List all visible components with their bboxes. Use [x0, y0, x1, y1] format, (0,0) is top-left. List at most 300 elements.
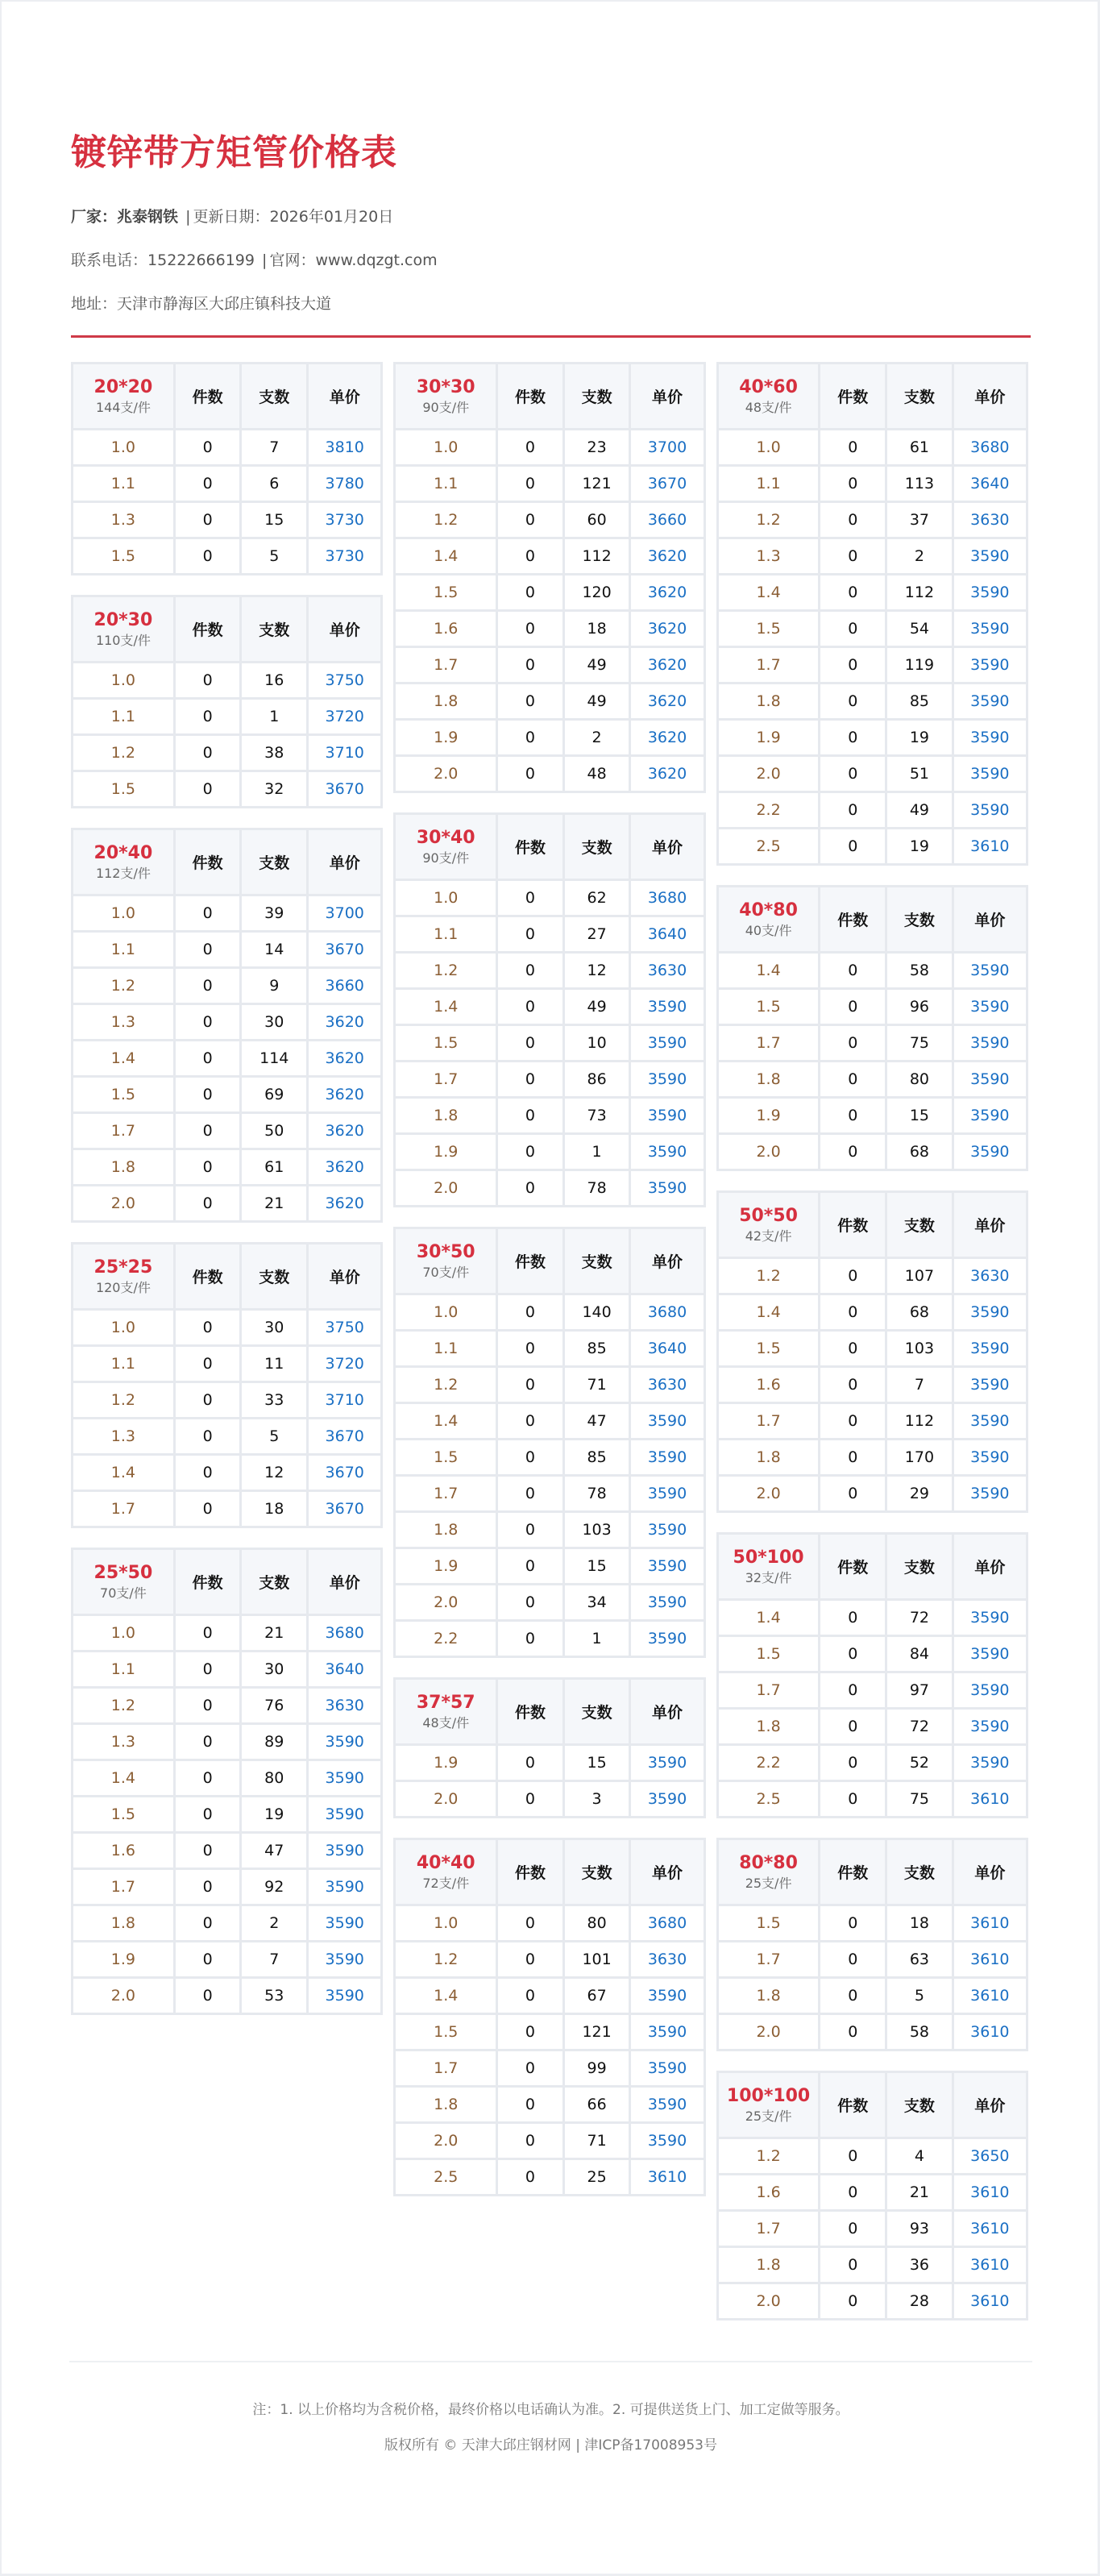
- price-cell: 3590: [630, 1098, 704, 1134]
- col-header-pieces: 件数: [174, 596, 241, 663]
- count-cell: 52: [886, 1745, 953, 1781]
- col-header-count: 支数: [241, 364, 308, 430]
- price-cell: 3610: [953, 2283, 1027, 2320]
- table-header-row: [73, 364, 382, 430]
- table-row: [717, 1745, 1027, 1781]
- spec-size: 20*40: [93, 842, 153, 863]
- table-row: [717, 1331, 1027, 1367]
- price-cell: 3590: [953, 647, 1027, 683]
- pieces-cell: 0: [820, 538, 886, 575]
- price-cell: 3630: [308, 1688, 382, 1724]
- price-cell: 3620: [308, 1149, 382, 1186]
- col-header-price: 单价: [953, 364, 1027, 430]
- pieces-cell: 0: [820, 2283, 886, 2320]
- col-header-pieces: 件数: [174, 364, 241, 430]
- price-cell: 3590: [953, 1600, 1027, 1636]
- price-cell: 3590: [953, 1440, 1027, 1476]
- thickness-cell: 1.0: [395, 1905, 497, 1942]
- thickness-cell: 1.1: [73, 1652, 175, 1688]
- col-header-price: 单价: [953, 1192, 1027, 1258]
- count-cell: 7: [241, 1942, 308, 1978]
- pieces-cell: 0: [497, 1548, 564, 1585]
- thickness-cell: 1.8: [717, 1062, 820, 1098]
- spec-price-table: [393, 1838, 705, 2196]
- pieces-cell: 0: [174, 1346, 241, 1382]
- col-header-price: 单价: [630, 1228, 704, 1294]
- pieces-cell: 0: [174, 1978, 241, 2014]
- count-cell: 92: [241, 1869, 308, 1905]
- table-row: [717, 1134, 1027, 1170]
- thickness-cell: 1.4: [395, 538, 497, 575]
- table-row: [395, 720, 704, 756]
- count-cell: 15: [563, 1745, 630, 1781]
- table-row: [717, 647, 1027, 683]
- pieces-cell: 0: [820, 720, 886, 756]
- count-cell: 112: [563, 538, 630, 575]
- table-column: [393, 362, 705, 2196]
- col-header-pieces: 件数: [174, 1549, 241, 1615]
- count-cell: 27: [563, 916, 630, 953]
- phone-label: 联系电话：: [71, 251, 148, 269]
- pieces-cell: 0: [820, 1600, 886, 1636]
- table-row: [395, 683, 704, 720]
- thickness-cell: 1.9: [717, 720, 820, 756]
- pieces-per-bundle: 40支/件: [745, 922, 792, 938]
- table-row: [73, 1688, 382, 1724]
- spec-price-table: [393, 812, 705, 1207]
- table-row: [73, 1797, 382, 1833]
- spec-size: 100*100: [726, 2085, 811, 2106]
- thickness-cell: 1.4: [717, 575, 820, 611]
- pieces-per-bundle: 144支/件: [95, 399, 151, 415]
- pieces-cell: 0: [174, 1113, 241, 1149]
- col-header-price: 单价: [630, 1679, 704, 1745]
- thickness-cell: 1.9: [717, 1098, 820, 1134]
- count-cell: 1: [241, 699, 308, 735]
- table-row: [717, 829, 1027, 865]
- table-row: [717, 1025, 1027, 1062]
- price-cell: 3590: [953, 1672, 1027, 1709]
- price-cell: 3720: [308, 699, 382, 735]
- spec-header-cell: [395, 1228, 497, 1294]
- thickness-cell: 1.5: [717, 1331, 820, 1367]
- col-header-count: 支数: [563, 1839, 630, 1905]
- pieces-cell: 0: [174, 1615, 241, 1652]
- pieces-cell: 0: [174, 430, 241, 466]
- phone-number[interactable]: 15222666199: [147, 251, 255, 269]
- count-cell: 29: [886, 1476, 953, 1512]
- table-row: [395, 1294, 704, 1331]
- price-cell: 3610: [953, 1942, 1027, 1978]
- pieces-cell: 0: [497, 1905, 564, 1942]
- thickness-cell: 1.8: [717, 1978, 820, 2014]
- count-cell: 37: [886, 502, 953, 538]
- pieces-per-bundle: 70支/件: [100, 1585, 147, 1601]
- price-cell: 3590: [953, 1294, 1027, 1331]
- pieces-cell: 0: [820, 1134, 886, 1170]
- count-cell: 1: [563, 1134, 630, 1170]
- table-row: [717, 2283, 1027, 2320]
- price-cell: 3590: [630, 1403, 704, 1440]
- spec-price-table: [71, 1548, 383, 2015]
- table-row: [73, 1491, 382, 1527]
- maker-name: 兆泰钢铁: [117, 208, 179, 226]
- pieces-cell: 0: [497, 756, 564, 792]
- col-header-price: 单价: [953, 887, 1027, 953]
- table-row: [395, 502, 704, 538]
- thickness-cell: 1.0: [73, 430, 175, 466]
- thickness-cell: 1.8: [73, 1149, 175, 1186]
- thickness-cell: 2.0: [717, 1476, 820, 1512]
- col-header-pieces: 件数: [497, 1679, 564, 1745]
- thickness-cell: 1.8: [717, 683, 820, 720]
- price-cell: 3630: [630, 1942, 704, 1978]
- thickness-cell: 1.4: [717, 1294, 820, 1331]
- pieces-cell: 0: [820, 1942, 886, 1978]
- table-row: [73, 1869, 382, 1905]
- thickness-cell: 1.7: [717, 1672, 820, 1709]
- spec-price-table: [393, 1677, 705, 1818]
- spec-price-table: [393, 362, 705, 793]
- thickness-cell: 2.0: [395, 2123, 497, 2159]
- price-cell: 3590: [630, 1512, 704, 1548]
- pieces-cell: 0: [820, 1672, 886, 1709]
- thickness-cell: 1.7: [73, 1869, 175, 1905]
- count-cell: 21: [886, 2175, 953, 2211]
- pieces-cell: 0: [820, 2014, 886, 2050]
- price-cell: 3810: [308, 430, 382, 466]
- table-row: [717, 756, 1027, 792]
- pieces-cell: 0: [820, 647, 886, 683]
- table-row: [395, 2159, 704, 2196]
- price-cell: 3590: [308, 1760, 382, 1797]
- count-cell: 85: [886, 683, 953, 720]
- price-cell: 3710: [308, 735, 382, 771]
- pieces-cell: 0: [820, 1367, 886, 1403]
- count-cell: 114: [241, 1041, 308, 1077]
- table-row: [717, 1709, 1027, 1745]
- footer-note: 注：1. 以上价格均为含税价格，最终价格以电话确认为准。2. 可提供送货上门、加工定做等服务。: [252, 2402, 849, 2418]
- address-label: 地址：: [71, 295, 118, 313]
- count-cell: 16: [241, 663, 308, 699]
- table-row: [73, 538, 382, 575]
- pieces-cell: 0: [820, 502, 886, 538]
- col-header-pieces: 件数: [820, 2072, 886, 2138]
- table-row: [395, 1403, 704, 1440]
- pieces-per-bundle: 25支/件: [745, 2108, 792, 2124]
- price-cell: 3680: [630, 1905, 704, 1942]
- table-row: [395, 1512, 704, 1548]
- count-cell: 53: [241, 1978, 308, 2014]
- count-cell: 80: [563, 1905, 630, 1942]
- price-cell: 3590: [630, 1978, 704, 2014]
- thickness-cell: 2.0: [717, 756, 820, 792]
- pieces-cell: 0: [174, 1149, 241, 1186]
- pieces-cell: 0: [820, 1025, 886, 1062]
- pieces-cell: 0: [820, 1905, 886, 1942]
- price-cell: 3670: [308, 1455, 382, 1491]
- count-cell: 33: [241, 1382, 308, 1419]
- thickness-cell: 1.5: [717, 611, 820, 647]
- pieces-cell: 0: [174, 1186, 241, 1222]
- pieces-cell: 0: [820, 1476, 886, 1512]
- pieces-cell: 0: [820, 466, 886, 502]
- thickness-cell: 2.0: [395, 1585, 497, 1621]
- pieces-cell: 0: [820, 1294, 886, 1331]
- price-cell: 3620: [630, 611, 704, 647]
- count-cell: 67: [563, 1978, 630, 2014]
- price-cell: 3710: [308, 1382, 382, 1419]
- price-cell: 3590: [953, 756, 1027, 792]
- thickness-cell: 1.8: [395, 683, 497, 720]
- pieces-cell: 0: [174, 1382, 241, 1419]
- pieces-cell: 0: [497, 1403, 564, 1440]
- thickness-cell: 1.4: [395, 1978, 497, 2014]
- count-cell: 58: [886, 2014, 953, 2050]
- pieces-per-bundle: 120支/件: [95, 1279, 151, 1295]
- pieces-cell: 0: [174, 1491, 241, 1527]
- pieces-cell: 0: [497, 2014, 564, 2050]
- pieces-cell: 0: [497, 916, 564, 953]
- col-header-price: 单价: [630, 364, 704, 430]
- table-header-row: [73, 1244, 382, 1310]
- price-cell: 3590: [630, 1134, 704, 1170]
- table-row: [73, 1113, 382, 1149]
- spec-price-table: [716, 1190, 1028, 1513]
- pieces-cell: 0: [174, 735, 241, 771]
- col-header-pieces: 件数: [497, 814, 564, 880]
- col-header-price: 单价: [953, 1534, 1027, 1600]
- thickness-cell: 1.8: [717, 2247, 820, 2283]
- table-row: [717, 1440, 1027, 1476]
- pieces-cell: 0: [174, 1905, 241, 1942]
- pieces-cell: 0: [820, 1258, 886, 1294]
- thickness-cell: 2.0: [395, 756, 497, 792]
- table-row: [717, 1600, 1027, 1636]
- thickness-cell: 1.2: [73, 968, 175, 1004]
- pieces-cell: 0: [497, 1440, 564, 1476]
- price-cell: 3610: [953, 2247, 1027, 2283]
- spec-price-table: [71, 362, 383, 575]
- count-cell: 15: [563, 1548, 630, 1585]
- count-cell: 51: [886, 756, 953, 792]
- thickness-cell: 1.7: [73, 1491, 175, 1527]
- table-row: [73, 968, 382, 1004]
- table-header-row: [73, 829, 382, 895]
- thickness-cell: 2.2: [717, 792, 820, 829]
- price-cell: 3590: [953, 989, 1027, 1025]
- pieces-cell: 0: [820, 1403, 886, 1440]
- table-row: [73, 1041, 382, 1077]
- table-row: [73, 466, 382, 502]
- count-cell: 2: [241, 1905, 308, 1942]
- col-header-pieces: 件数: [820, 364, 886, 430]
- table-header-row: [395, 1839, 704, 1905]
- count-cell: 78: [563, 1170, 630, 1207]
- thickness-cell: 1.7: [717, 1942, 820, 1978]
- pieces-cell: 0: [820, 1098, 886, 1134]
- count-cell: 19: [886, 829, 953, 865]
- table-row: [717, 1905, 1027, 1942]
- pieces-cell: 0: [497, 575, 564, 611]
- price-tables-grid: [71, 362, 1028, 2320]
- pieces-cell: 0: [820, 1709, 886, 1745]
- count-cell: 121: [563, 2014, 630, 2050]
- thickness-cell: 1.4: [395, 989, 497, 1025]
- site-link[interactable]: www.dqzgt.com: [315, 251, 438, 269]
- spec-header-cell: [717, 364, 820, 430]
- separator: |: [262, 251, 268, 269]
- count-cell: 84: [886, 1636, 953, 1672]
- table-header-row: [717, 887, 1027, 953]
- col-header-price: 单价: [953, 1839, 1027, 1905]
- thickness-cell: 1.3: [73, 1724, 175, 1760]
- table-header-row: [395, 1679, 704, 1745]
- price-cell: 3750: [308, 663, 382, 699]
- price-cell: 3730: [308, 538, 382, 575]
- table-row: [717, 1294, 1027, 1331]
- col-header-price: 单价: [308, 1244, 382, 1310]
- table-row: [395, 2050, 704, 2087]
- table-row: [717, 1978, 1027, 2014]
- thickness-cell: 1.2: [395, 953, 497, 989]
- price-cell: 3590: [953, 575, 1027, 611]
- count-cell: 9: [241, 968, 308, 1004]
- col-header-count: 支数: [563, 364, 630, 430]
- thickness-cell: 2.2: [395, 1621, 497, 1657]
- thickness-cell: 1.4: [717, 1600, 820, 1636]
- count-cell: 73: [563, 1098, 630, 1134]
- thickness-cell: 1.6: [73, 1833, 175, 1869]
- count-cell: 39: [241, 895, 308, 932]
- price-cell: 3630: [953, 1258, 1027, 1294]
- count-cell: 103: [886, 1331, 953, 1367]
- price-cell: 3590: [630, 1170, 704, 1207]
- count-cell: 96: [886, 989, 953, 1025]
- pieces-cell: 0: [174, 932, 241, 968]
- spec-header-cell: [395, 364, 497, 430]
- price-cell: 3590: [630, 2087, 704, 2123]
- table-row: [717, 720, 1027, 756]
- spec-price-table: [716, 885, 1028, 1171]
- separator: |: [185, 208, 191, 226]
- table-row: [717, 2138, 1027, 2175]
- count-cell: 1: [563, 1621, 630, 1657]
- price-cell: 3590: [630, 1621, 704, 1657]
- price-cell: 3660: [308, 968, 382, 1004]
- spec-price-table: [716, 1838, 1028, 2051]
- table-row: [717, 1403, 1027, 1440]
- count-cell: 34: [563, 1585, 630, 1621]
- count-cell: 15: [886, 1098, 953, 1134]
- count-cell: 2: [563, 720, 630, 756]
- table-row: [73, 1004, 382, 1041]
- table-row: [395, 466, 704, 502]
- thickness-cell: 1.0: [73, 895, 175, 932]
- col-header-count: 支数: [886, 1534, 953, 1600]
- pieces-cell: 0: [497, 2050, 564, 2087]
- spec-size: 80*80: [739, 1852, 798, 1873]
- pieces-cell: 0: [820, 953, 886, 989]
- pieces-cell: 0: [820, 430, 886, 466]
- thickness-cell: 1.0: [395, 430, 497, 466]
- count-cell: 89: [241, 1724, 308, 1760]
- table-row: [717, 792, 1027, 829]
- table-row: [73, 1077, 382, 1113]
- col-header-count: 支数: [563, 814, 630, 880]
- table-row: [717, 1367, 1027, 1403]
- spec-price-table: [71, 1242, 383, 1528]
- spec-header-cell: [717, 1839, 820, 1905]
- pieces-cell: 0: [174, 502, 241, 538]
- spec-price-table: [393, 1227, 705, 1658]
- count-cell: 12: [241, 1455, 308, 1491]
- count-cell: 75: [886, 1025, 953, 1062]
- thickness-cell: 1.8: [395, 1098, 497, 1134]
- pieces-cell: 0: [497, 2123, 564, 2159]
- pieces-cell: 0: [174, 895, 241, 932]
- pieces-cell: 0: [497, 1025, 564, 1062]
- site-label: 官网：: [269, 251, 316, 269]
- thickness-cell: 1.9: [395, 1548, 497, 1585]
- price-cell: 3670: [308, 771, 382, 808]
- count-cell: 6: [241, 466, 308, 502]
- spec-size: 40*40: [416, 1852, 475, 1873]
- thickness-cell: 1.2: [73, 735, 175, 771]
- thickness-cell: 1.2: [73, 1688, 175, 1724]
- price-cell: 3620: [308, 1186, 382, 1222]
- page-title: 镀锌带方矩管价格表: [71, 132, 397, 173]
- pieces-cell: 0: [820, 1331, 886, 1367]
- price-cell: 3630: [953, 502, 1027, 538]
- table-row: [73, 1455, 382, 1491]
- count-cell: 71: [563, 1367, 630, 1403]
- thickness-cell: 1.2: [73, 1382, 175, 1419]
- pieces-cell: 0: [497, 1134, 564, 1170]
- maker-label: 厂家：: [71, 208, 118, 226]
- table-row: [395, 1331, 704, 1367]
- price-cell: 3590: [308, 1833, 382, 1869]
- count-cell: 23: [563, 430, 630, 466]
- thickness-cell: 1.5: [717, 989, 820, 1025]
- pieces-per-bundle: 72支/件: [422, 1875, 470, 1891]
- pieces-per-bundle: 90支/件: [422, 399, 470, 415]
- thickness-cell: 2.0: [73, 1186, 175, 1222]
- thickness-cell: 1.1: [717, 466, 820, 502]
- spec-header-cell: [73, 364, 175, 430]
- price-cell: 3590: [953, 953, 1027, 989]
- pieces-cell: 0: [174, 1004, 241, 1041]
- price-cell: 3590: [630, 1025, 704, 1062]
- address-line: [71, 282, 1028, 326]
- count-cell: 25: [563, 2159, 630, 2196]
- count-cell: 32: [241, 771, 308, 808]
- price-cell: 3590: [953, 1403, 1027, 1440]
- thickness-cell: 1.1: [395, 916, 497, 953]
- count-cell: 75: [886, 1781, 953, 1818]
- price-cell: 3590: [953, 1476, 1027, 1512]
- col-header-price: 单价: [308, 1549, 382, 1615]
- table-row: [395, 916, 704, 953]
- table-row: [73, 663, 382, 699]
- pieces-per-bundle: 48支/件: [745, 399, 792, 415]
- price-cell: 3640: [630, 1331, 704, 1367]
- pieces-cell: 0: [174, 968, 241, 1004]
- pieces-cell: 0: [497, 1781, 564, 1818]
- pieces-cell: 0: [497, 2087, 564, 2123]
- price-cell: 3590: [630, 2014, 704, 2050]
- table-row: [395, 1476, 704, 1512]
